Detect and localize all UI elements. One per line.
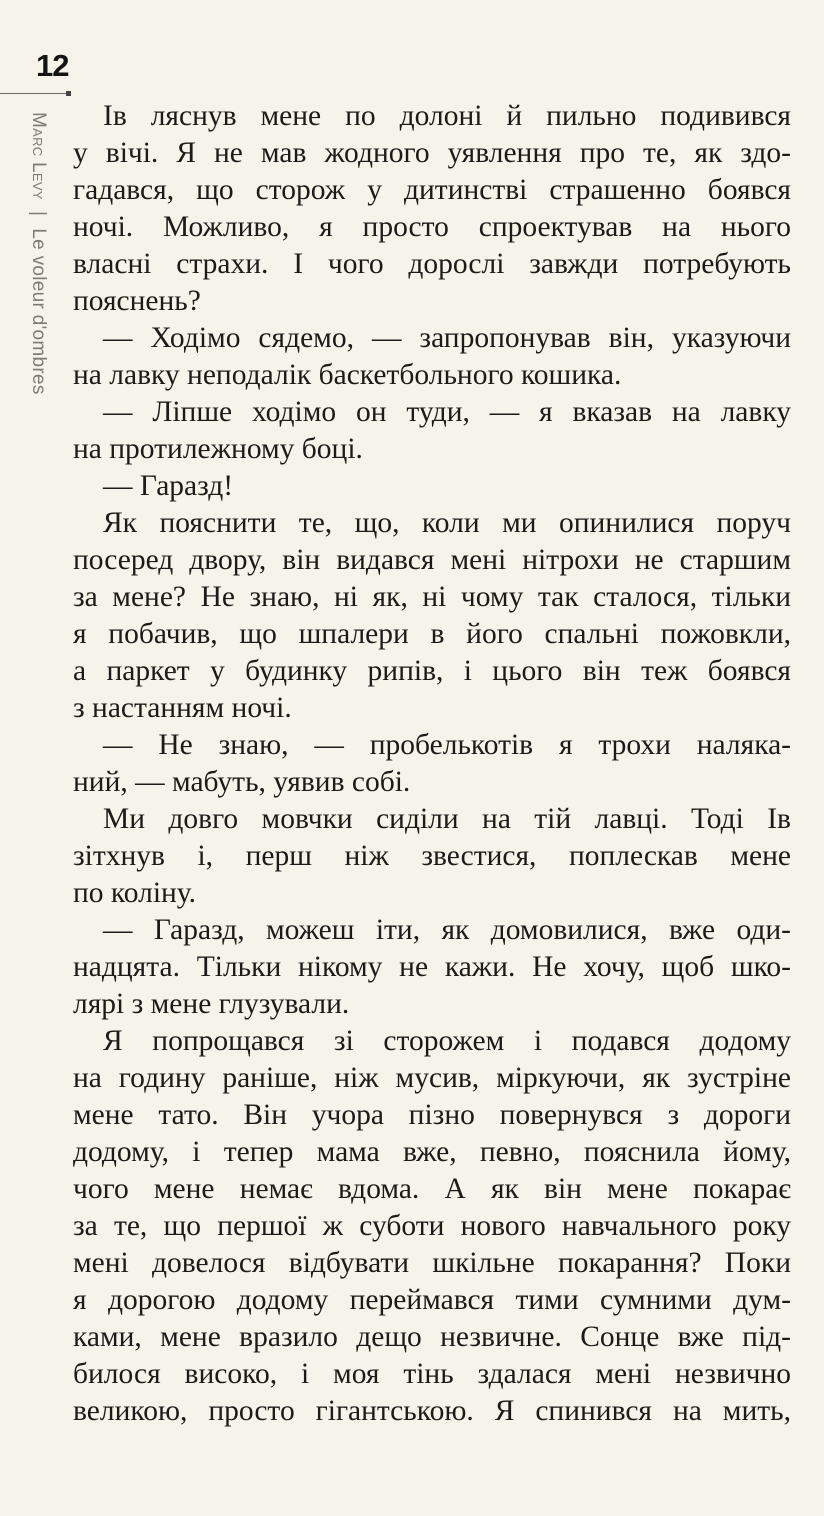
text-line: я побачив, що шпалери в його спальні пожовкли, bbox=[73, 618, 791, 650]
text-line: за те, що першої ж суботи нового навчального року bbox=[73, 1210, 791, 1242]
text-line: з настанням ночі. bbox=[73, 692, 292, 724]
running-head-author: Marc Levy bbox=[28, 112, 49, 200]
text-line: гадався, що сторож у дитинстві страшенно боявся bbox=[73, 174, 791, 206]
running-head-separator: | bbox=[28, 211, 49, 217]
text-line: Ми довго мовчки сиділи на тій лавці. Тоді Ів bbox=[103, 803, 791, 835]
text-line: у вічі. Я не мав жодного уявлення про те, як здо- bbox=[73, 137, 791, 169]
running-head-title: Le voleur d'ombres bbox=[28, 228, 49, 395]
text-line: билося високо, і моя тінь здалася мені незвично bbox=[73, 1358, 791, 1390]
text-line: власні страхи. І чого дорослі завжди потребують bbox=[73, 248, 791, 280]
text-line: ний, — мабуть, уявив собі. bbox=[73, 766, 411, 798]
text-line: на годину раніше, ніж мусив, міркуючи, як зустріне bbox=[73, 1062, 791, 1094]
text-line: — Не знаю, — пробелькотів я трохи наляка- bbox=[103, 729, 791, 761]
text-line: надцята. Тільки нікому не кажи. Не хочу, щоб шко- bbox=[73, 951, 791, 983]
body-text bbox=[73, 98, 791, 1430]
text-line: ками, мене вразило дещо незвичне. Сонце вже під- bbox=[73, 1321, 791, 1353]
text-line: я дорогою додому переймався тими сумними дум- bbox=[73, 1284, 791, 1316]
text-line: мене тато. Він учора пізно повернувся з дороги bbox=[73, 1099, 791, 1131]
text-line: великою, просто гігантською. Я спинився на мить, bbox=[73, 1395, 791, 1427]
page-number-rule-marker bbox=[66, 91, 71, 96]
text-line: Я попрощався зі сторожем і подався додому bbox=[103, 1025, 791, 1057]
text-line: ночі. Можливо, я просто спроектував на нього bbox=[73, 211, 791, 243]
text-line: посеред двору, він видався мені нітрохи не старшим bbox=[73, 544, 791, 576]
text-line: на лавку неподалік баскетбольного кошика. bbox=[73, 359, 622, 391]
page-number-rule bbox=[0, 93, 70, 94]
text-line: — Ходімо сядемо, — запропонував він, указуючи bbox=[103, 322, 791, 354]
text-line: — Гаразд, можеш іти, як домовилися, вже оди- bbox=[103, 914, 791, 946]
text-line: Як пояснити те, що, коли ми опинилися поруч bbox=[103, 507, 791, 539]
text-line: — Гаразд! bbox=[103, 470, 234, 502]
text-line: на протилежному боці. bbox=[73, 433, 363, 465]
text-line: зітхнув і, перш ніж звестися, поплескав мене bbox=[73, 840, 791, 872]
running-head bbox=[27, 112, 49, 395]
text-line: за мене? Не знаю, ні як, ні чому так сталося, тільки bbox=[73, 581, 791, 613]
text-line: мені довелося відбувати шкільне покарання? Поки bbox=[73, 1247, 791, 1279]
text-line: по коліну. bbox=[73, 877, 196, 909]
page-number: 12 bbox=[36, 48, 69, 83]
text-line: Ів ляснув мене по долоні й пильно подивився bbox=[103, 100, 791, 132]
text-line: — Ліпше ходімо он туди, — я вказав на лавку bbox=[103, 396, 791, 428]
text-line: чого мене немає вдома. А як він мене покарає bbox=[73, 1173, 791, 1205]
text-line: лярі з мене глузували. bbox=[73, 988, 350, 1020]
text-line: додому, і тепер мама вже, певно, пояснила йому, bbox=[73, 1136, 791, 1168]
text-line: пояснень? bbox=[73, 285, 201, 317]
text-line: а паркет у будинку рипів, і цього він теж боявся bbox=[73, 655, 791, 687]
